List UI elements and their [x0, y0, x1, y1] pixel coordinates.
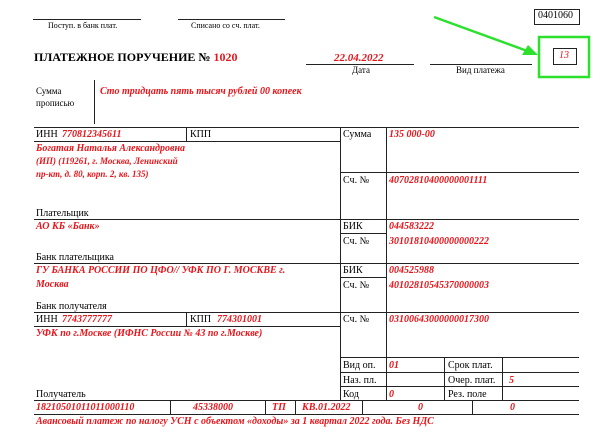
payer-inn-label: ИНН	[36, 129, 58, 140]
payee-bank-corr-account: 40102810545370000003	[389, 280, 489, 291]
payee-inn: 7743777777	[62, 314, 112, 325]
tax-doc-date: 0	[510, 402, 515, 413]
payment-number: 1020	[213, 50, 238, 64]
written-off-label: Списано со сч. плат.	[191, 21, 260, 30]
payee-inn-label: ИНН	[36, 314, 58, 325]
payee-bank-label: Банк получателя	[36, 301, 107, 312]
date-label: Дата	[352, 65, 370, 75]
operation-type: 01	[389, 360, 399, 371]
amount-words-value: Сто тридцать пять тысяч рублей 00 копеек	[100, 86, 302, 97]
reserve-label: Рез. поле	[448, 389, 487, 400]
payee-name: УФК по г.Москве (ИФНС России № 43 по г.Москве)	[36, 328, 263, 339]
payment-purpose: Авансовый платеж по налогу УСН с объектом «доходы» за 1 квартал 2022 года. Без НДС	[36, 416, 434, 427]
payee-account: 03100643000000017300	[389, 314, 489, 325]
title-text: ПЛАТЕЖНОЕ ПОРУЧЕНИЕ №	[34, 50, 211, 64]
amount-words-label: Сумма прописью	[36, 86, 75, 108]
payer-name-line1: Богатая Наталья Александровна	[36, 143, 186, 154]
tax-period: КВ.01.2022	[302, 402, 351, 413]
payee-kpp-label: КПП	[190, 314, 212, 325]
payer-kpp-label: КПП	[190, 129, 212, 140]
payee-bank-name-line1: ГУ БАНКА РОССИИ ПО ЦФО// УФК ПО Г. МОСКВЕ г.	[36, 265, 286, 276]
payer-bank-bik-label: БИК	[343, 221, 363, 232]
purpose-code-label: Наз. пл.	[343, 375, 377, 386]
payment-date: 22.04.2022	[334, 52, 384, 64]
payer-name-line3: пр-кт, д. 80, корп. 2, кв. 135)	[36, 169, 149, 179]
payee-account-label: Сч. №	[343, 314, 370, 325]
payee-bank-bik: 004525988	[389, 265, 434, 276]
payee-bank-corr-label: Сч. №	[343, 280, 370, 291]
operation-type-label: Вид оп.	[343, 360, 376, 371]
payment-status-value: 13	[559, 50, 569, 61]
payer-account-label: Сч. №	[343, 175, 370, 186]
tax-basis: ТП	[272, 402, 286, 413]
amount-value: 135 000-00	[389, 129, 435, 140]
payer-account: 40702810400000001111	[389, 175, 488, 186]
order-label: Очер. плат.	[448, 375, 496, 386]
payee-label: Получатель	[36, 389, 86, 400]
code-label: Код	[343, 389, 359, 400]
payer-bank-bik: 044583222	[389, 221, 434, 232]
term-label: Срок плат.	[448, 360, 493, 371]
payer-bank-corr-account: 30101810400000000222	[389, 236, 489, 247]
received-label: Поступ. в банк плат.	[48, 21, 118, 30]
payment-type-label: Вид платежа	[456, 65, 505, 75]
payer-bank-name: АО КБ «Банк»	[36, 221, 100, 232]
tax-doc-number: 0	[418, 402, 423, 413]
tax-oktmo: 45338000	[193, 402, 233, 413]
payer-bank-corr-label: Сч. №	[343, 236, 370, 247]
amount-label: Сумма	[343, 129, 372, 140]
payer-label: Плательщик	[36, 208, 89, 219]
order-value: 5	[509, 375, 514, 386]
payee-bank-name-line2: Москва	[36, 279, 69, 290]
payee-kpp: 774301001	[217, 314, 262, 325]
code-value: 0	[389, 389, 394, 400]
callout-highlight-box	[539, 37, 589, 77]
payee-bank-bik-label: БИК	[343, 265, 363, 276]
arrow-icon	[434, 17, 538, 55]
form-code: 0401060	[538, 10, 573, 21]
payer-name-line2: (ИП) (119261, г. Москва, Ленинский	[36, 156, 178, 166]
tax-kbk: 18210501011011000110	[36, 402, 135, 413]
payer-bank-label: Банк плательщика	[36, 252, 114, 263]
payer-inn: 770812345611	[62, 129, 122, 140]
